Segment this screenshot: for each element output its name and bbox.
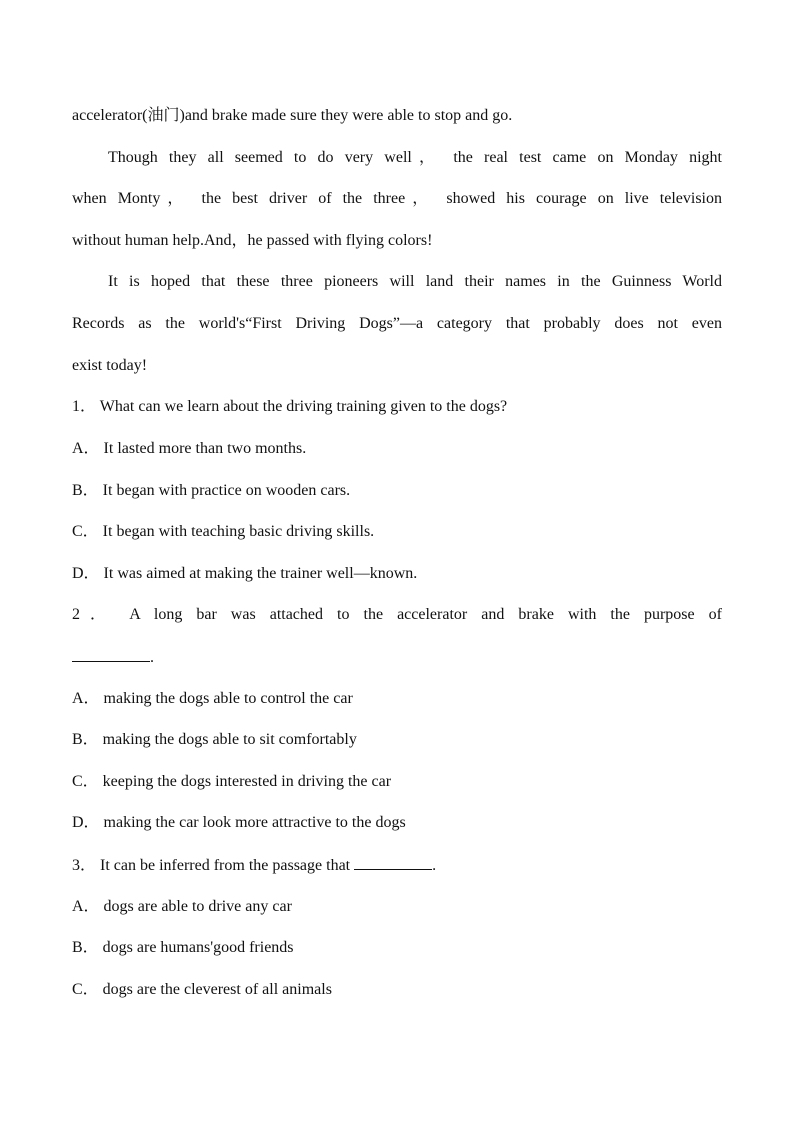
stem-end: . [150,649,154,666]
passage-line: Records as the world's“First Driving Dogs”—a category that probably does not even [72,315,722,332]
stem-text: 3． It can be inferred from the passage that [72,857,351,874]
answer-option: D． making the car look more attractive to the dogs [72,814,406,831]
answer-option: B． It began with practice on wooden cars. [72,482,351,499]
question-stem-blank-line [72,647,154,668]
question-stem: 1． What can we learn about the driving training given to the dogs? [72,398,508,415]
answer-blank [72,647,150,662]
question-stem: 2． A long bar was attached to the accelerator and brake with the purpose of [72,606,722,623]
passage-line: when Monty， the best driver of the three， showed his courage on live television [72,190,723,207]
stem-end: . [432,857,437,874]
answer-option: B． making the dogs able to sit comfortably [72,731,357,748]
answer-option: A． It lasted more than two months. [72,440,307,457]
passage-line: Though they all seemed to do very well， the real test came on Monday night [108,149,722,166]
answer-option: C． keeping the dogs interested in driving the car [72,773,392,790]
passage-line: accelerator(油门)and brake made sure they were able to stop and go. [72,107,513,124]
answer-option: C． dogs are the cleverest of all animals [72,981,332,998]
answer-option: C． It began with teaching basic driving skills. [72,523,375,540]
answer-option: A． dogs are able to drive any car [72,898,292,915]
answer-option: D． It was aimed at making the trainer well—known. [72,565,418,582]
answer-option: B． dogs are humans'good friends [72,939,294,956]
question-stem [72,855,436,876]
passage-line: without human help.And，he passed with flying colors! [72,232,433,249]
passage-line: It is hoped that these three pioneers will land their names in the Guinness World [108,273,722,290]
passage-line: exist today! [72,357,148,374]
answer-blank [354,855,432,870]
answer-option: A． making the dogs able to control the car [72,690,353,707]
